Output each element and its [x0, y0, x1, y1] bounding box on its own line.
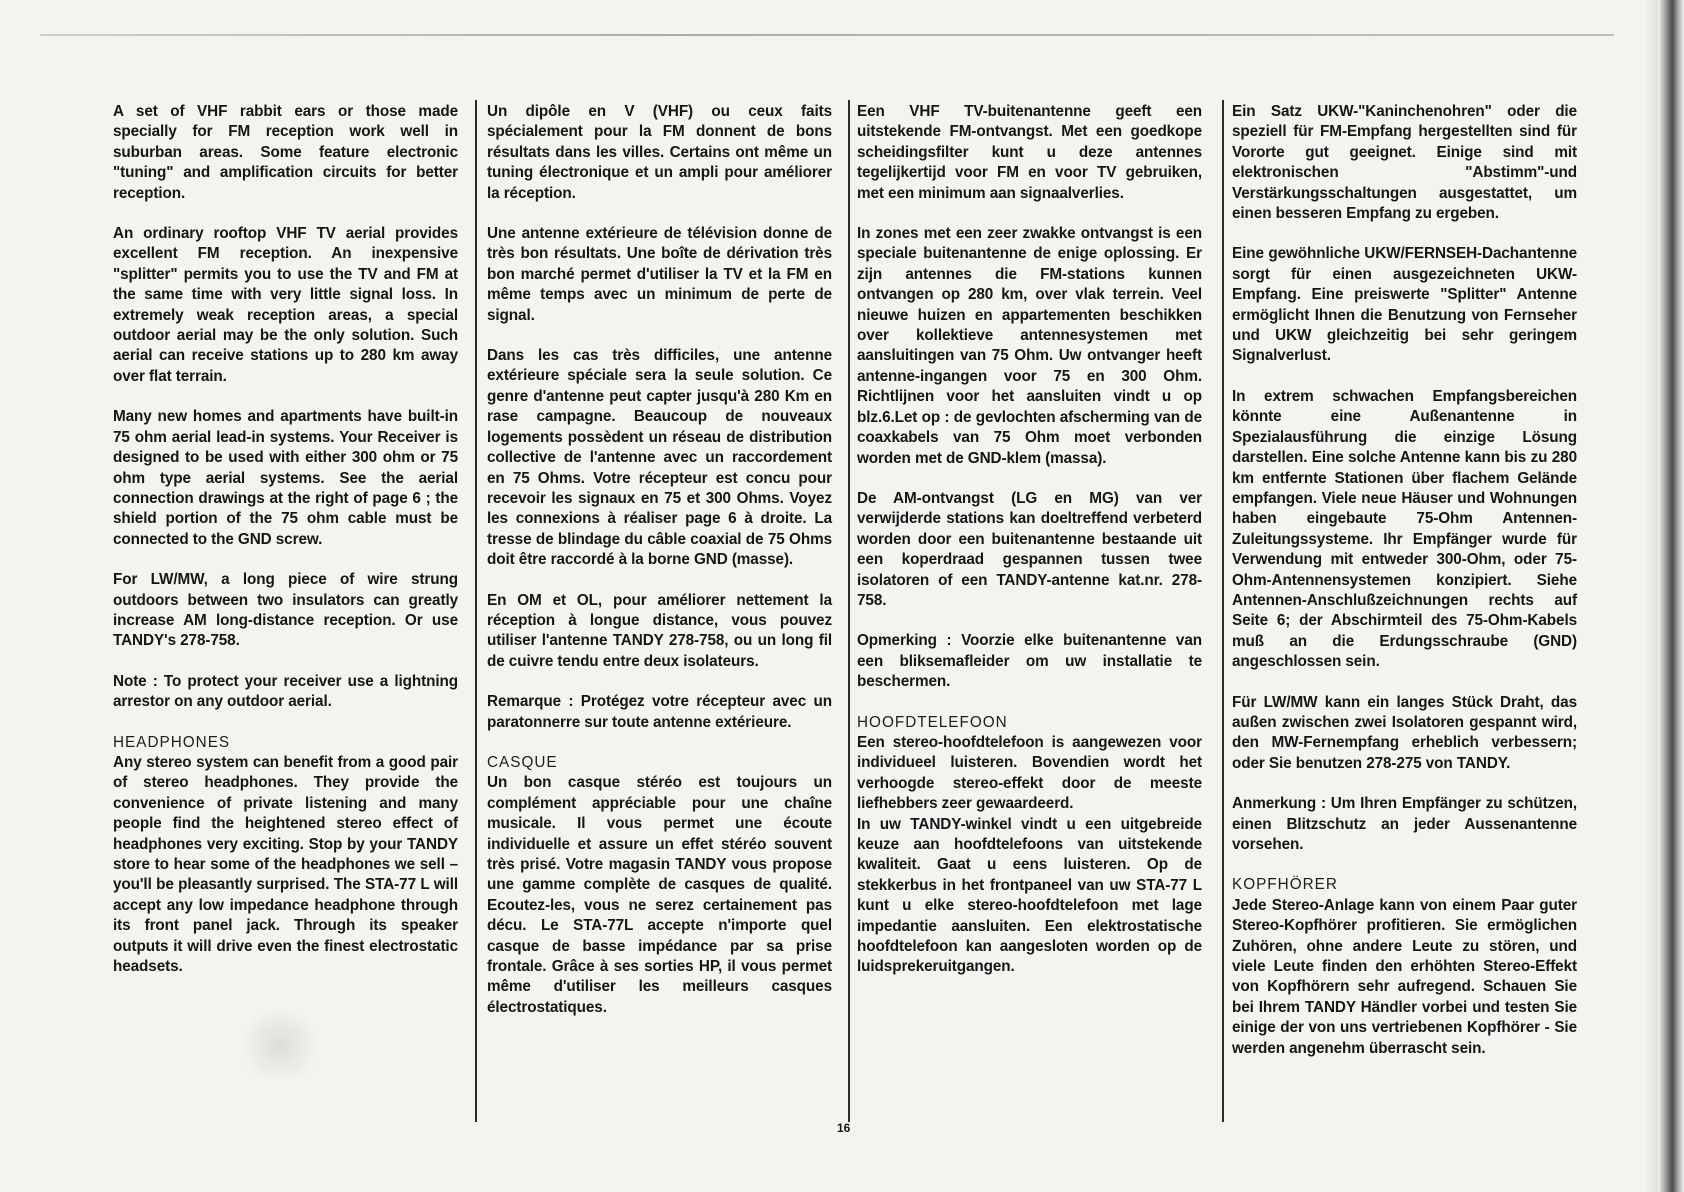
note-label: Note	[113, 672, 147, 690]
column-french	[487, 102, 832, 1038]
book-spine	[1658, 0, 1684, 1192]
note-label: Anmerkung	[1232, 795, 1317, 813]
paragraph: Eine gewöhnliche UKW/FERNSEH-Dachantenne sorgt für einen ausgezeichneten UKW-Empfang. Eine preiswerte "Splitter" Antenne ermöglicht Ihnen die Benutzung von Fernseher und UKW gleichzeitig bei sehr geringem Signalverlust.	[1232, 245, 1577, 365]
paragraph: Jede Stereo-Anlage kann von einem Paar guter Stereo-Kopfhörer profitieren. Sie ermöglichen Zuhören, ohne andere Leute zu stören, und viele Leute finden den erhöhten Stereo-Effekt von Kopfhörern sehr aufregend. Schauen Sie bei Ihrem TANDY Händler vorbei und testen Sie einige der von uns vertriebenen Kopfhörer - Sie werden angenehm überrascht sein.	[1232, 896, 1577, 1057]
note-text: : To protect your receiver use a lightning arrestor on any outdoor aerial.	[113, 672, 458, 711]
note-label: Remarque	[487, 693, 562, 711]
section-heading: KOPFHÖRER	[1232, 876, 1338, 894]
paragraph: Een VHF TV-buitenantenne geeft een uitstekende FM-ontvangst. Met een goedkope scheidingsfilter kunt u deze antennes tegelijkertijd voor FM en voor TV gebruiken, met een minimum aan signaalverlies.	[857, 103, 1202, 202]
note-text: : Um Ihren Empfänger zu schützen, einen Blitzschutz an jeder Aussenantenne vorsehen.	[1232, 795, 1577, 853]
paragraph: In uw TANDY-winkel vindt u een uitgebreide keuze aan hoofdtelefoons van uitstekende kwaliteit. Gaat u eens luisteren. Op de stekkerbus in het frontpaneel van uw STA-77 L kunt u elke stereo-hoofdtelefoon met lage impedantie aansluiten. Een elektrostatische hoofdtelefoon kan aangesloten worden op de luidsprekeruitgangen.	[857, 815, 1202, 976]
paragraph: Many new homes and apartments have built-in 75 ohm aerial lead-in systems. Your Receiver is designed to be used with either 300 ohm or 75 ohm type aerial systems. See the aerial connection drawings at the right of page 6 ; the shield portion of the 75 ohm cable must be connected to the GND screw.	[113, 408, 458, 548]
paragraph: Any stereo system can benefit from a good pair of stereo headphones. They provide the convenience of private listening and many people find the heightened stereo effect of headphones very exciting. Stop by your TANDY store to hear some of the headphones we sell – you'll be pleasantly surprised. The STA-77 L will accept any low impedance headphone through its front panel jack. Through its speaker outputs it will drive even the finest electrostatic headsets.	[113, 753, 458, 976]
column-divider-3	[1222, 100, 1224, 1122]
paragraph: En OM et OL, pour améliorer nettement la réception à longue distance, vous pouvez utiliser l'antenne TANDY 278-758, ou un long fil de cuivre tendu entre deux isolateurs.	[487, 591, 832, 670]
spine-shadow	[1644, 0, 1658, 1192]
page-number: 16	[837, 1121, 851, 1135]
note	[1232, 794, 1577, 855]
paragraph: Un dipôle en V (VHF) ou ceux faits spécialement pour la FM donnent de bons résultats dans les villes. Certains ont même un tuning électronique et un ampli pour améliorer la réception.	[487, 103, 832, 202]
note	[113, 672, 458, 713]
paragraph: In extrem schwachen Empfangsbereichen könnte eine Außenantenne in Spezialausführung die einzige Lösung darstellen. Eine solche Antenne kann bis zu 280 km entfernte Stationen über flachem Gelände empfangen. Viele neue Häuser und Wohnungen haben eingebaute 75-Ohm Antennen-Zuleitungssysteme. Ihr Empfänger wurde für Verwendung mit entweder 300-Ohm, oder 75-Ohm-Antennensystemen konzipiert. Siehe Antennen-Anschlußzeichnungen rechts auf Seite 6; der Abschirmteil des 75-Ohm-Kabels muß an die Erdungsschraube (GND) angeschlossen sein.	[1232, 387, 1577, 671]
note-text: : Protégez votre récepteur avec un paratonnerre sur toute antenne extérieure.	[487, 693, 832, 731]
paragraph: De AM-ontvangst (LG en MG) van ver verwijderde stations kan doeltreffend verbeterd worden door een buitenantenne bestaande uit een koperdraad gespannen tussen twee isolatoren of een TANDY-antenne kat.nr. 278-758.	[857, 489, 1202, 609]
paragraph: A set of VHF rabbit ears or those made specially for FM reception work well in suburban areas. Some feature electronic "tuning" and amplification circuits for better reception.	[113, 103, 458, 202]
note-label: Opmerking	[857, 632, 937, 650]
paragraph: Een stereo-hoofdtelefoon is aangewezen voor individueel luisteren. Bovendien wordt het verhoogde stereo-effekt door de meeste liefhebbers zeer gewaardeerd.	[857, 733, 1202, 813]
paragraph: An ordinary rooftop VHF TV aerial provides excellent FM reception. An inexpensive "splitter" permits you to use the TV and FM at the same time with very little signal loss. In extremely weak reception areas, a special outdoor aerial may be the only solution. Such aerial can receive stations up to 280 km away over flat terrain.	[113, 225, 458, 385]
note	[857, 631, 1202, 692]
paragraph: Une antenne extérieure de télévision donne de très bon résultats. Une boîte de dérivation très bon marché permet d'utiliser la TV et la FM en même temps avec un minimum de perte de signal.	[487, 225, 832, 324]
section-heading: HEADPHONES	[113, 733, 231, 751]
column-divider-2	[848, 100, 850, 1122]
paragraph: Für LW/MW kann ein langes Stück Draht, das außen zwischen zwei Isolatoren gespannt wird, den MW-Fernempfang erheblich verbessern; oder Sie benutzen 278-275 von TANDY.	[1232, 693, 1577, 772]
column-divider-1	[475, 100, 477, 1122]
paragraph: For LW/MW, a long piece of wire strung outdoors between two insulators can greatly increase AM long-distance reception. Or use TANDY's 278-758.	[113, 571, 458, 650]
section-heading: HOOFDTELEFOON	[857, 713, 1008, 731]
note-text: : Voorzie elke buitenantenne van een bliksemafleider om uw installatie te beschermen.	[857, 632, 1202, 691]
column-german	[1232, 102, 1577, 1079]
paragraph: Un bon casque stéréo est toujours un complément appréciable pour une chaîne musicale. Il vous permet une écoute individuelle et assure un effet stéréo souvent très prisé. Votre magasin TANDY vous propose une gamme complète de casques de qualité. Ecoutez-les, vous ne serez certainement pas décu. Le STA-77L accepte n'importe quel casque de basse impédance par sa prise frontale. Grâce à ses sorties HP, il vous permet même d'utiliser les meilleurs casques électrostatiques.	[487, 774, 832, 1016]
section-heading: CASQUE	[487, 753, 558, 771]
note	[487, 692, 832, 733]
paragraph: Ein Satz UKW-"Kaninchenohren" oder die speziell für FM-Empfang hergestellten sind für Vororte gut geeignet. Einige sind mit elektronischen "Abstimm"-und Verstärkungsschaltungen ausgestattet, um einen besseren Empfang zu ergeben.	[1232, 103, 1577, 223]
paragraph: Dans les cas très difficiles, une antenne extérieure spéciale sera la seule solution. Ce genre d'antenne peut capter jusqu'à 280 Km en rase campagne. Beaucoup de nouveaux logements possèdent un réseau de distribution collective de l'antenne avec un raccordement en 75 Ohms. Votre récepteur est concu pour recevoir les signaux en 75 et 300 Ohms. Voyez les connexions à réaliser page 6 à droite. La tresse de blindage du câble coaxial de 75 Ohms doit être raccordé à la borne GND (masse).	[487, 347, 832, 569]
column-dutch	[857, 102, 1202, 998]
paragraph: In zones met een zeer zwakke ontvangst is een speciale buitenantenne de enige oplossing. Er zijn antennes die FM-stations kunnen ontvangen op 280 km, over vlak terrein. Veel nieuwe huizen en appartementen beschikken over kollektieve antennesystemen met aansluitingen van 75 Ohm. Uw ontvanger heeft antenne-ingangen voor 75 en 300 Ohm. Richtlijnen voor het aansluiten vindt u op blz.6.Let op : de gevlochten afscherming van de coaxkabels van 75 Ohm moet verbonden worden met de GND-klem (massa).	[857, 225, 1202, 467]
column-english	[113, 102, 458, 997]
smudge	[235, 1010, 325, 1080]
top-scan-line	[40, 34, 1614, 36]
